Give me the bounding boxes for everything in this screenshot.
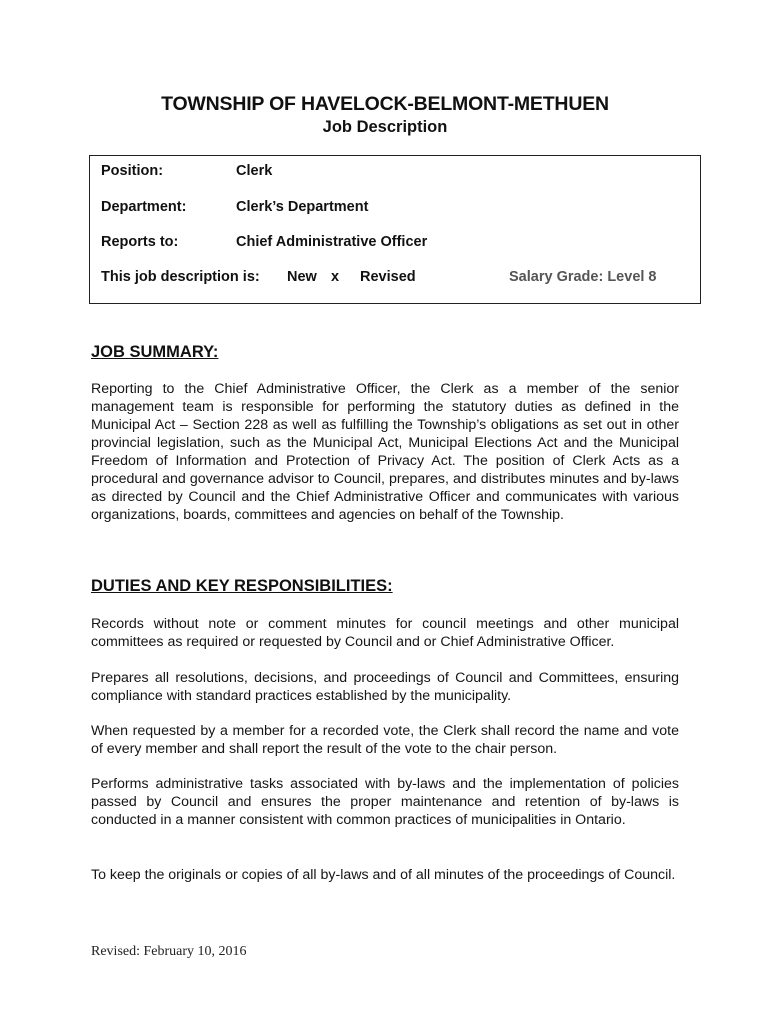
duties-heading: DUTIES AND KEY RESPONSIBILITIES: — [91, 577, 393, 595]
document-subtitle: Job Description — [322, 118, 448, 136]
status-revised: Revised — [360, 269, 416, 285]
department-value: Clerk’s Department — [236, 199, 369, 215]
position-value: Clerk — [236, 163, 273, 179]
department-label: Department: — [101, 199, 187, 215]
duty-item: When requested by a member for a recorded vote, the Clerk shall record the name and vote of every member and shall report the result of the vote to the chair person. — [91, 723, 679, 757]
status-new-mark: x — [331, 269, 340, 285]
position-label: Position: — [101, 163, 164, 179]
salary-grade: Salary Grade: Level 8 — [509, 269, 657, 285]
duty-item: To keep the originals or copies of all by-laws and of all minutes of the proceedings of Council. — [91, 867, 676, 883]
status-new: New — [287, 269, 317, 285]
status-label: This job description is: — [101, 269, 260, 285]
reports-to-value: Chief Administrative Officer — [236, 234, 428, 250]
duty-item: Performs administrative tasks associated with by-laws and the implementation of policies passed by Council and ensures the proper maintenance and retention of by-laws is conducted in a manner consistent with common practices of municipalities in Ontario. — [91, 776, 679, 828]
position-info-box — [89, 155, 701, 304]
job-summary-paragraph: Reporting to the Chief Administrative Officer, the Clerk as a member of the senior management team is responsible for performing the statutory duties as defined in the Municipal Act – Section 228 as well as fulfilling the Township’s obligations as set out in other provincial legislation, such as the Municipal Act, Municipal Elections Act and the Municipal Freedom of Information and Protection of Privacy Act. The position of Clerk Acts as a procedural and governance advisor to Council, prepares, and distributes minutes and by-laws as directed by Council and the Chief Administrative Officer and communicates with various organizations, boards, committees and agencies on behalf of the Township. — [91, 381, 679, 523]
reports-to-label: Reports to: — [101, 234, 179, 250]
duty-item: Records without note or comment minutes for council meetings and other municipal committees as required or requested by Council and or Chief Administrative Officer. — [91, 616, 679, 650]
job-summary-heading: JOB SUMMARY: — [91, 343, 219, 361]
organization-title: TOWNSHIP OF HAVELOCK-BELMONT-METHUEN — [161, 93, 609, 115]
duty-item: Prepares all resolutions, decisions, and proceedings of Council and Committees, ensuring compliance with standard practices established by the municipality. — [91, 670, 679, 704]
revision-date: Revised: February 10, 2016 — [91, 944, 247, 959]
